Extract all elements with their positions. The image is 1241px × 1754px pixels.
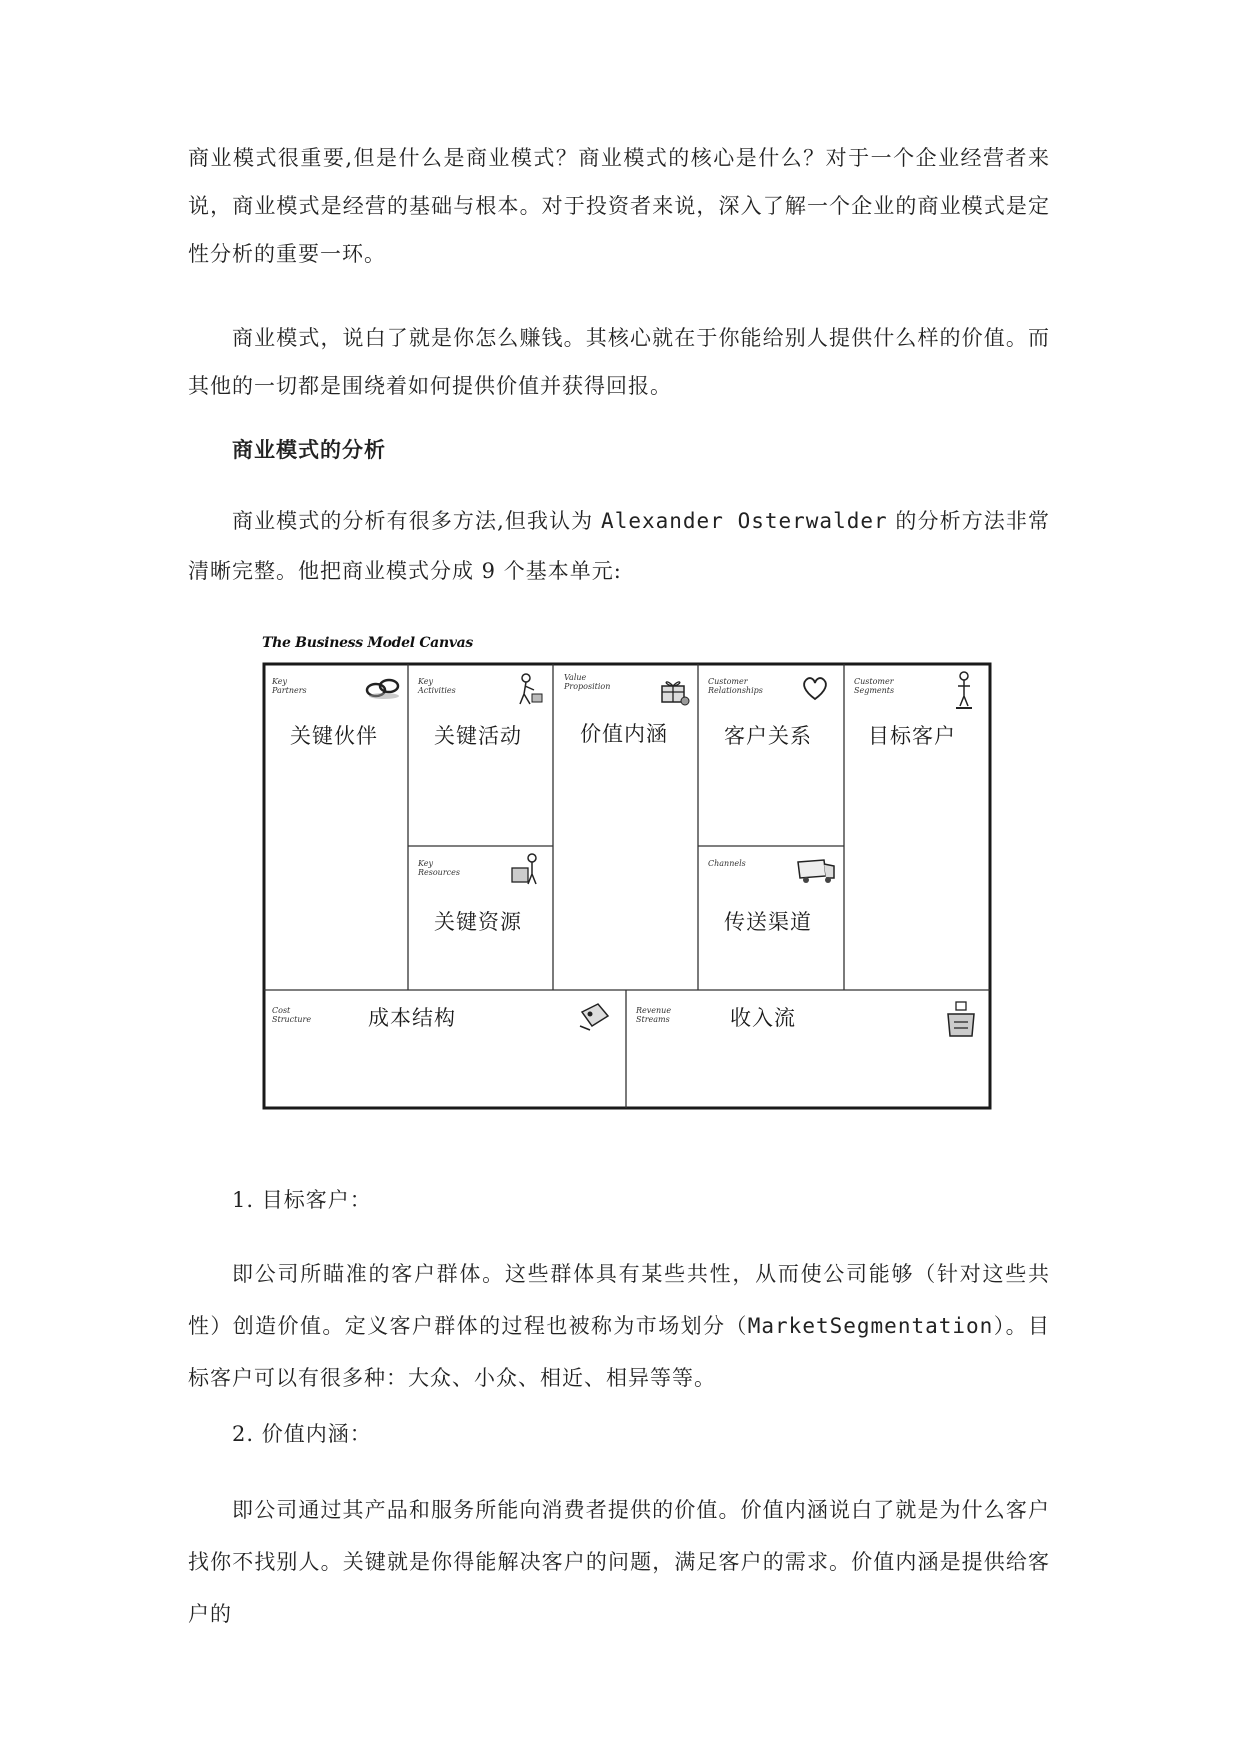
section-heading: 商业模式的分析 [232, 437, 386, 462]
canvas-title: The Business Model Canvas [262, 635, 474, 651]
cost-structure-title: 成本结构 [368, 1006, 456, 1030]
author-name: Alexander Osterwalder [601, 509, 888, 533]
list-item-value-proposition: 2. 价值内涵： [232, 1422, 372, 1446]
paragraph-target-customers-text-b: ）。目标客户可以有很多种：大众、小众、相近、相异等等。 [188, 1314, 1050, 1390]
value-proposition-label-line2: Proposition [564, 682, 611, 691]
cost-structure-label-line1: Cost [272, 1006, 291, 1015]
key-partners-label [272, 677, 307, 695]
paragraph-value-proposition: 即公司通过其产品和服务所能向消费者提供的价值。价值内涵说白了就是为什么客户找你不找别人。关键就是你得能解决客户的问题，满足客户的需求。价值内涵是提供给客户的 [188, 1498, 1050, 1626]
paragraph-target-customers [188, 1248, 1050, 1404]
chain-link-icon [364, 674, 402, 702]
gift-icon [656, 674, 692, 708]
key-resources-label [418, 859, 460, 877]
customer-segments-label-line1: Customer [854, 677, 894, 686]
value-proposition-title: 价值内涵 [580, 722, 668, 746]
customer-segments-title: 目标客户 [868, 724, 956, 748]
key-resources-label-line2: Resources [418, 868, 460, 877]
customer-relationships-title: 客户关系 [724, 724, 812, 748]
revenue-streams-label [636, 1006, 671, 1024]
customer-relationships-label-line2: Relationships [708, 686, 763, 695]
price-tag-icon [576, 1000, 612, 1032]
key-resources-label-line1: Key [418, 859, 434, 868]
cost-structure-label [272, 1006, 311, 1024]
key-partners-label-line1: Key [272, 677, 288, 686]
key-activities-label-line1: Key [418, 677, 434, 686]
paragraph-method-text-b: 的分析方法非常清晰完整。他把商业模式分成 9 个基本单元: [188, 509, 1050, 583]
key-activities-label [418, 677, 456, 695]
cost-structure-label-line2: Structure [272, 1015, 312, 1024]
key-partners-label-line2: Partners [272, 686, 307, 695]
paragraph-target-customers-text-a: 即公司所瞄准的客户群体。这些群体具有某些共性，从而使公司能够（针对这些共性）创造价值。定义客户群体的过程也被称为市场划分（ [188, 1262, 1050, 1338]
money-bag-icon [944, 998, 978, 1040]
revenue-streams-title: 收入流 [730, 1006, 796, 1030]
customer-relationships-label [708, 677, 763, 695]
channels-label [708, 859, 746, 868]
paragraph-definition: 商业模式，说白了就是你怎么赚钱。其核心就在于你能给别人提供什么样的价值。而其他的一切都是围绕着如何提供价值并获得回报。 [188, 326, 1050, 398]
heart-icon [800, 674, 830, 702]
channels-title: 传送渠道 [724, 910, 812, 934]
list-item-target-customers: 1. 目标客户： [232, 1188, 372, 1212]
customer-relationships-label-line1: Customer [708, 677, 748, 686]
key-activities-title: 关键活动 [434, 724, 522, 748]
worker-icon [514, 672, 544, 706]
channels-label-line1: Channels [708, 859, 746, 868]
delivery-truck-icon [794, 856, 838, 886]
market-segmentation-term: MarketSegmentation [747, 1314, 994, 1338]
key-resources-title: 关键资源 [434, 910, 522, 934]
paragraph-method [188, 496, 1050, 596]
key-activities-label-line2: Activities [418, 686, 456, 695]
value-proposition-label-line1: Value [564, 673, 587, 682]
value-proposition-label [564, 673, 610, 691]
customer-segments-label-line2: Segments [854, 686, 895, 695]
worker-with-crate-icon [508, 852, 544, 888]
revenue-streams-label-line1: Revenue [636, 1006, 672, 1015]
business-model-canvas [262, 662, 992, 1110]
revenue-streams-label-line2: Streams [636, 1015, 670, 1024]
paragraph-intro: 商业模式很重要,但是什么是商业模式？商业模式的核心是什么？对于一个企业经营者来说，商业模式是经营的基础与根本。对于投资者来说，深入了解一个企业的商业模式是定性分析的重要一环。 [188, 146, 1050, 266]
person-icon [952, 670, 976, 710]
customer-segments-label [854, 677, 894, 695]
key-partners-title: 关键伙伴 [290, 724, 378, 748]
paragraph-method-text-a: 商业模式的分析有很多方法,但我认为 [232, 509, 602, 533]
